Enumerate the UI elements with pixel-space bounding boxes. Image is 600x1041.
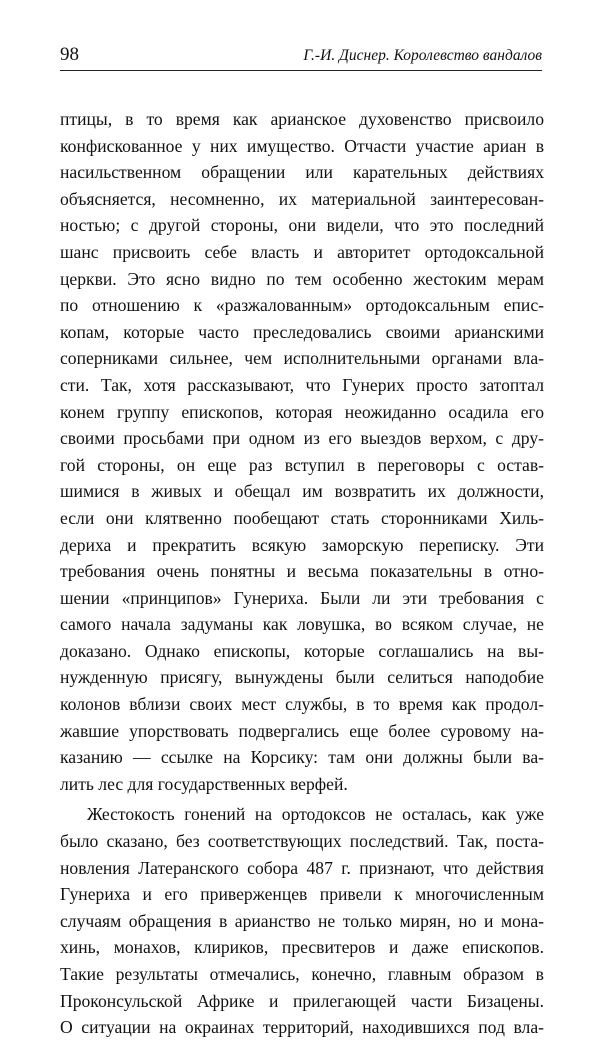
text-line: конфискованное у них имущество. Отчасти участие ариан в [60, 135, 544, 156]
text-line: шимися в живых и обещал им возвратить их должности, [60, 481, 544, 502]
text-line: шении «принципов» Гунериха. Были ли эти требования с [60, 587, 544, 608]
text-line: гой стороны, он еще раз вступил в переговоры с остав- [60, 454, 544, 475]
text-line: было сказано, без соответствующих последствий. Так, поста- [60, 831, 544, 852]
paragraph-1 [60, 106, 544, 797]
body-text [60, 106, 544, 1041]
text-line: конем группу епископов, которая неожиданно осадила его [60, 401, 544, 422]
text-line: шанс присвоить себе власть и авторитет ортодоксальной [60, 241, 544, 262]
text-line: своими просьбами при одном из его выездов верхом, с дру- [60, 428, 544, 449]
text-line: сти. Так, хотя рассказывают, что Гунерих просто затоптал [60, 374, 544, 395]
text-line: требования очень понятны и весьма показательны в отно- [60, 561, 544, 582]
text-line: соперниками сильнее, чем исполнительными органами вла- [60, 348, 544, 369]
text-line: насильственном обращении или карательных действиях [60, 162, 544, 183]
text-line: доказано. Однако епископы, которые соглашались на вы- [60, 640, 544, 661]
text-line: Проконсульской Африке и прилегающей части Бизацены. [60, 990, 544, 1011]
running-head [60, 44, 542, 71]
text-line: церкви. Это ясно видно по тем особенно жестоким мерам [60, 268, 544, 289]
text-line: Гунериха и его приверженцев привели к многочисленным [60, 884, 544, 905]
text-line: дериха и прекратить всякую заморскую переписку. Эти [60, 534, 544, 555]
text-line: колонов вблизи своих мест службы, в то время как продол- [60, 694, 544, 715]
text-line: О ситуации на окраинах территорий, находившихся под вла- [60, 1017, 544, 1038]
text-line: казанию — ссылке на Корсику: там они должны были ва- [60, 747, 544, 768]
text-line: ностью; с другой стороны, они видели, что это последний [60, 215, 544, 236]
text-line: птицы, в то время как арианское духовенство присвоило [60, 109, 544, 129]
running-title: Г.-И. Диснер. Королевство вандалов [303, 47, 542, 64]
text-line: случаям обращения в арианство не только мирян, но и мона- [60, 910, 544, 931]
text-line: Такие результаты отмечались, конечно, главным образом в [60, 964, 544, 984]
text-line: если они клятвенно пообещают стать сторонниками Хиль- [60, 507, 544, 528]
text-line: по отношению к «разжалованным» ортодоксальным епис- [60, 295, 544, 316]
text-line: копам, которые часто преследовались своими арианскими [60, 321, 544, 342]
text-line: лить лес для государственных верфей. [60, 773, 348, 794]
text-line: хинь, монахов, клириков, пресвитеров и даже епископов. [60, 937, 544, 958]
text-line: новления Латеранского собора 487 г. признают, что действия [60, 857, 544, 878]
page-number: 98 [60, 44, 79, 65]
text-line: Жестокость гонений на ортодоксов не осталась, как уже [87, 804, 544, 825]
text-line: жавшие упорствовать подвергались еще более суровому на- [60, 720, 544, 741]
paragraph-2 [60, 801, 544, 1040]
text-line: объясняется, несомненно, их материальной заинтересован- [60, 188, 544, 209]
text-line: нужденную присягу, вынуждены были селиться наподобие [60, 667, 544, 688]
text-line: самого начала задуманы как ловушка, во всяком случае, не [60, 614, 544, 635]
